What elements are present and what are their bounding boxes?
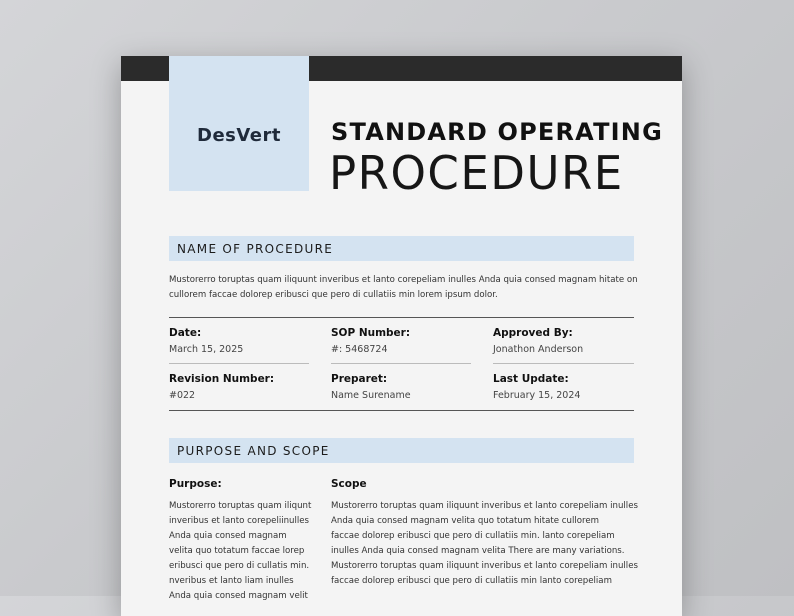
scope-line: Mustorerro toruptas quam iliquunt inveribus et lanto corepeliam inulles	[331, 501, 638, 511]
sop-number-value: #: 5468724	[331, 344, 388, 355]
purpose-text	[169, 499, 319, 604]
sop-document-page	[121, 56, 682, 616]
section-header-purpose-and-scope	[169, 438, 634, 463]
purpose-line: nveribus et lanto liam inulles	[169, 576, 294, 586]
section-heading: PURPOSE AND SCOPE	[177, 443, 330, 458]
divider	[169, 410, 634, 411]
field-underline	[493, 363, 634, 364]
divider	[169, 317, 634, 318]
purpose-label: Purpose:	[169, 478, 222, 490]
preparer-label: Preparet:	[331, 373, 388, 385]
field-underline	[169, 363, 309, 364]
revision-number-value: #022	[169, 390, 196, 401]
date-label: Date:	[169, 327, 202, 339]
scope-text	[331, 499, 641, 589]
scope-line: Mustorerro toruptas quam iliquunt inveribus et lanto corepeliam inulles	[331, 561, 638, 571]
brand-logo: DesVert	[197, 125, 281, 146]
document-title-line1: STANDARD OPERATING	[331, 118, 663, 146]
purpose-line: Anda quia consed magnam velit	[169, 591, 308, 601]
field-underline	[331, 363, 471, 364]
procedure-description: Mustorerro toruptas quam iliquunt inveribus et lanto corepeliam inulles Anda quia consed magnam hitate on cullorem faccae dolorep eribusci que pero di cullatiis min lorem ipsum dolor.	[169, 275, 638, 300]
purpose-line: inveribus et lanto corepeliinulles	[169, 516, 310, 526]
scope-label: Scope	[331, 478, 367, 490]
logo-block	[169, 56, 309, 191]
date-value: March 15, 2025	[169, 344, 244, 355]
approved-by-label: Approved By:	[493, 327, 573, 339]
last-update-label: Last Update:	[493, 373, 569, 385]
revision-number-label: Revision Number:	[169, 373, 275, 385]
purpose-line: velita quo totatum faccae lorep	[169, 546, 305, 556]
section-header-name-of-procedure	[169, 236, 634, 261]
purpose-line: Anda quia consed magnam	[169, 531, 287, 541]
purpose-line: eribusci que pero di cullatis min.	[169, 561, 310, 571]
sop-number-label: SOP Number:	[331, 327, 411, 339]
scope-line: faccae dolorep eribusci que pero di cullatiis min. lanto corepeliam	[331, 531, 615, 541]
last-update-value: February 15, 2024	[493, 390, 581, 401]
scope-line: inulles Anda quia consed magnam velita There are many variations.	[331, 546, 625, 556]
scope-line: Anda quia consed magnam velita quo totatum hitate cullorem	[331, 516, 600, 526]
section-heading: NAME OF PROCEDURE	[177, 241, 334, 256]
purpose-line: Mustorerro toruptas quam iliqunt	[169, 501, 312, 511]
scope-line: faccae dolorep eribusci que pero di cullatiis min lanto corepeliam	[331, 576, 612, 586]
preparer-value: Name Surename	[331, 390, 411, 401]
approved-by-value: Jonathon Anderson	[493, 344, 584, 355]
document-title-line2: PROCEDURE	[329, 146, 624, 200]
